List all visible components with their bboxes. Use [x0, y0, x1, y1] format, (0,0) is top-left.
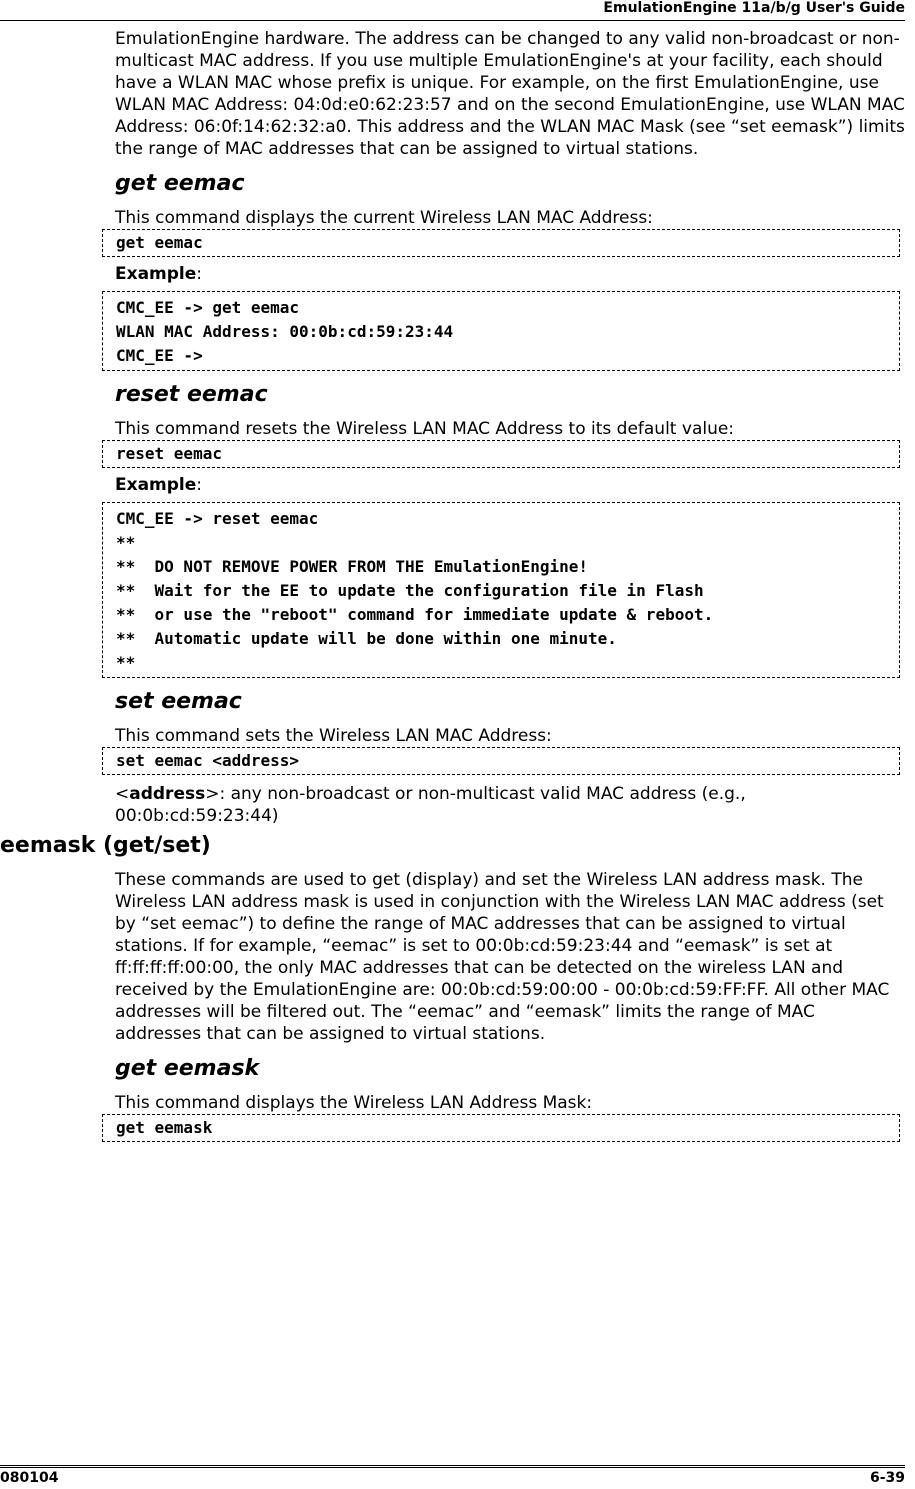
get-eemask-syntax-box — [102, 1114, 900, 1142]
page-number: 6-39 — [869, 1470, 905, 1486]
reset-eemac-description: This command resets the Wireless LAN MAC Address to its default value: — [115, 419, 735, 439]
get-eemac-example-box — [102, 291, 900, 371]
code-line: ** Wait for the EE to update the configuration file in Flash — [116, 581, 704, 600]
document-number: 080104 — [0, 1470, 59, 1486]
code-line: CMC_EE -> reset eemac — [116, 509, 319, 528]
code-line: ** DO NOT REMOVE POWER FROM THE EmulationEngine! — [116, 557, 589, 576]
set-eemac-parameter — [115, 783, 905, 827]
example-colon: : — [196, 475, 203, 495]
code-line: ** Automatic update will be done within one minute. — [116, 629, 617, 648]
page-header — [0, 0, 905, 21]
page-footer — [0, 1465, 905, 1489]
param-prefix: < — [115, 784, 130, 804]
param-name: address — [129, 784, 206, 804]
get-eemac-syntax-box — [102, 229, 900, 257]
example-label — [115, 474, 905, 496]
example-colon: : — [196, 264, 203, 284]
reset-eemac-example-box — [102, 502, 900, 678]
param-text: >: any non-broadcast or non-multicast valid MAC address (e.g., 00:0b:cd:59:23:44) — [115, 784, 746, 826]
code-line: CMC_EE -> get eemac — [116, 298, 300, 317]
heading-get-eemac: get eemac — [115, 171, 245, 196]
get-eemac-description: This command displays the current Wireless LAN MAC Address: — [115, 208, 653, 228]
heading-eemask: eemask (get/set) — [0, 833, 211, 858]
code-line: CMC_EE -> — [116, 346, 203, 365]
heading-set-eemac: set eemac — [115, 689, 242, 714]
code-line: get eemac — [116, 233, 203, 252]
code-line: WLAN MAC Address: 00:0b:cd:59:23:44 — [116, 322, 454, 341]
page-content — [0, 28, 905, 1142]
code-line: ** — [116, 653, 136, 672]
code-line: get eemask — [116, 1118, 213, 1137]
document-title: EmulationEngine 11a/b/g User's Guide — [603, 0, 905, 16]
heading-get-eemask: get eemask — [115, 1056, 260, 1081]
example-label — [115, 263, 905, 285]
code-line: reset eemac — [116, 444, 222, 463]
get-eemask-description: This command displays the Wireless LAN Address Mask: — [115, 1093, 593, 1113]
reset-eemac-syntax-box — [102, 440, 900, 468]
code-line: ** — [116, 533, 136, 552]
example-label-text: Example — [115, 264, 197, 284]
set-eemac-syntax-box — [102, 747, 900, 775]
heading-reset-eemac: reset eemac — [115, 382, 268, 407]
set-eemac-description: This command sets the Wireless LAN MAC Address: — [115, 726, 552, 746]
example-label-text: Example — [115, 475, 197, 495]
code-line: ** or use the "reboot" command for immediate update & reboot. — [116, 605, 714, 624]
intro-paragraph: EmulationEngine hardware. The address can be changed to any valid non-broadcast or non-multicast MAC address. If you use multiple EmulationEngine's at your facility, each should have a WLAN MAC whose prefix is unique. For example, on the first EmulationEngine, use WLAN MAC Address: 04:0d:e0:62:23:57 and on the second EmulationEngine, use WLAN MAC Address: 06:0f:14:62:32:a0. This address and the WLAN MAC Mask (see “set eemask”) limits the range of MAC addresses that can be assigned to virtual stations. — [115, 29, 905, 159]
eemask-paragraph: These commands are used to get (display) and set the Wireless LAN address mask. The Wireless LAN address mask is used in conjunction with the Wireless LAN MAC address (set by “set eemac”) to define the range of MAC addresses that can be assigned to virtual stations. If for example, “eemac” is set to 00:0b:cd:59:23:44 and “eemask” is set at ff:ff:ff:ff:00:00, the only MAC addresses that can be detected on the wireless LAN and received by the EmulationEngine are: 00:0b:cd:59:00:00 - 00:0b:cd:59:FF:FF. All other MAC addresses will be filtered out. The “eemac” and “eemask” limits the range of MAC addresses that can be assigned to virtual stations. — [115, 870, 890, 1044]
code-line: set eemac <address> — [116, 751, 300, 770]
